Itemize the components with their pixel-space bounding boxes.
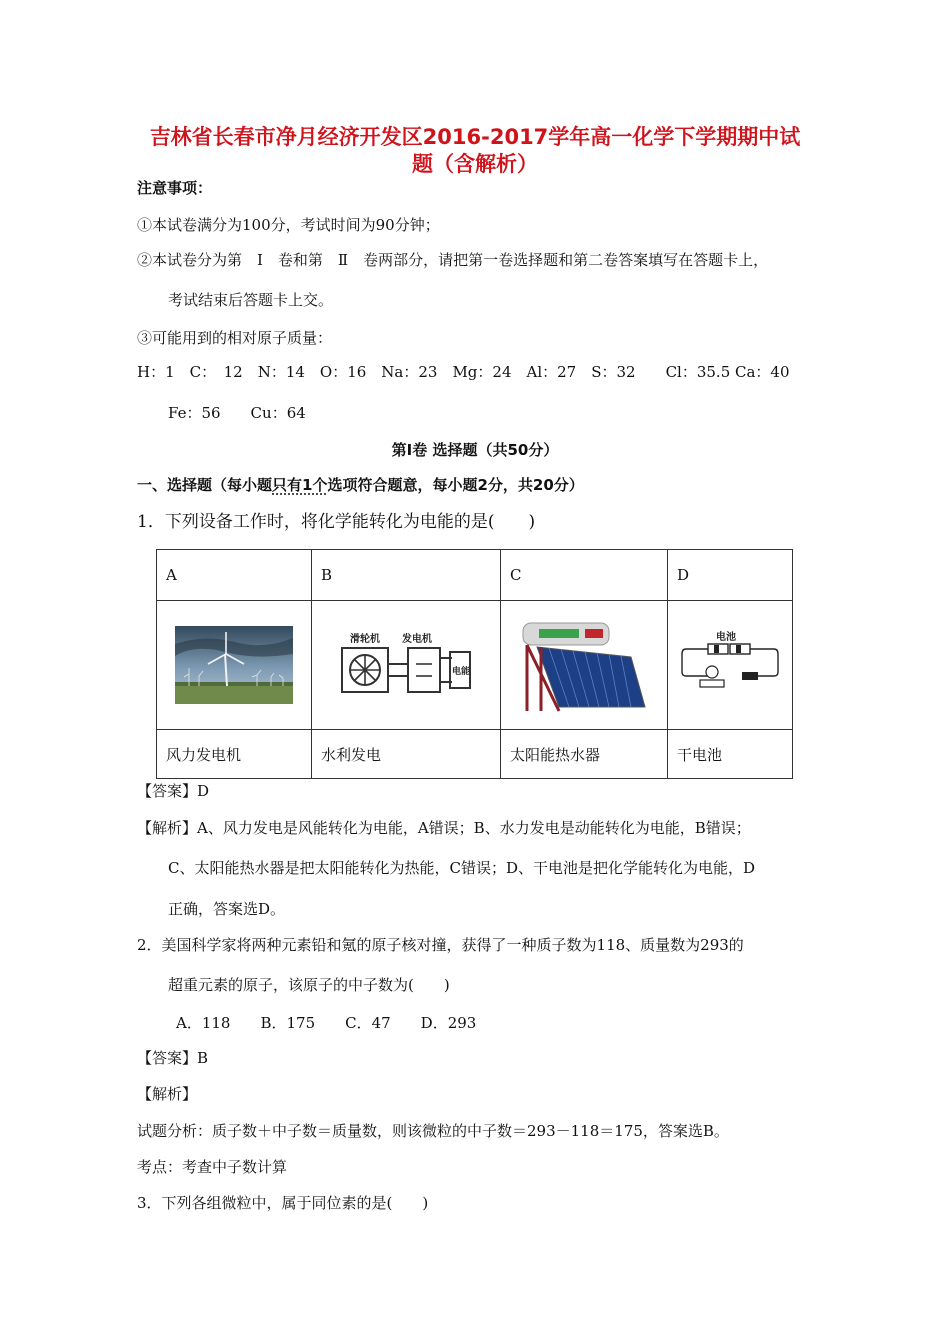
part-heading <box>137 475 584 495</box>
battery-label: 电池 <box>716 632 736 643</box>
question-1-answer: 【答案】D <box>137 782 210 800</box>
option-label-b: 水利发电 <box>312 730 501 779</box>
notice-item-2-cont: 考试结束后答题卡上交。 <box>168 291 334 309</box>
title-line-2: 题（含解析） <box>412 152 538 176</box>
solar-water-heater-image <box>519 617 649 713</box>
question-2-analysis-label: 【解析】 <box>137 1085 198 1103</box>
question-1-analysis-2: C、太阳能热水器是把太阳能转化为热能，C错误；D、干电池是把化学能转化为电能，D <box>168 859 756 877</box>
option-image-d <box>668 601 793 730</box>
electric-energy-label: 电能 <box>452 667 471 677</box>
notice-item-2: ②本试卷分为第 Ⅰ 卷和第 Ⅱ 卷两部分，请把第一卷选择题和第二卷答案填写在答题卡上， <box>137 251 769 269</box>
question-1-stem: 1．下列设备工作时，将化学能转化为电能的是( ) <box>137 512 536 532</box>
option-label-c: 太阳能热水器 <box>501 730 668 779</box>
notice-heading: 注意事项： <box>137 179 213 197</box>
hydro-generator-diagram <box>336 632 476 698</box>
option-label-d: 干电池 <box>668 730 793 779</box>
option-image-b <box>312 601 501 730</box>
option-letter-a: A <box>157 550 312 601</box>
title-line-1: 吉林省长春市净月经济开发区2016-2017学年高一化学下学期期中试 <box>149 125 801 149</box>
notice-item-3: ③可能用到的相对原子质量： <box>137 329 333 347</box>
wind-turbine-image <box>175 626 293 704</box>
pulley-label: 滑轮机 <box>350 634 380 645</box>
option-letter-b: B <box>312 550 501 601</box>
option-letter-c: C <box>501 550 668 601</box>
question-2-analysis: 试题分析：质子数＋中子数＝质量数，则该微粒的中子数＝293－118＝175，答案选B。 <box>137 1122 729 1140</box>
option-image-c <box>501 601 668 730</box>
atomic-masses-1: H：1 C： 12 N：14 O：16 Na：23 Mg：24 Al：27 S：32 Cl：35.5 Ca：40 <box>137 363 790 381</box>
part-heading-post: 选项符合题意，每小题2分，共20分） <box>327 476 584 494</box>
question-2-choices: A．118 B．175 C．47 D．293 <box>176 1014 477 1032</box>
question-1-analysis-3: 正确，答案选D。 <box>168 900 286 918</box>
question-2-point: 考点：考查中子数计算 <box>137 1158 288 1176</box>
option-letter-d: D <box>668 550 793 601</box>
question-3-stem: 3．下列各组微粒中，属于同位素的是( ) <box>137 1194 429 1212</box>
question-2-stem-1: 2．美国科学家将两种元素铅和氪的原子核对撞，获得了一种质子数为118、质量数为293的 <box>137 936 744 954</box>
atomic-masses-2: Fe：56 Cu：64 <box>168 404 306 422</box>
question-1-options-table <box>156 549 793 779</box>
dry-cell-circuit-diagram <box>678 630 782 700</box>
generator-label: 发电机 <box>402 634 432 645</box>
part-heading-pre: 一、选择题（每小题 <box>137 476 273 494</box>
question-2-answer: 【答案】B <box>137 1049 209 1067</box>
option-image-a <box>157 601 312 730</box>
notice-item-1: ①本试卷满分为100分，考试时间为90分钟； <box>137 216 440 234</box>
option-label-a: 风力发电机 <box>157 730 312 779</box>
question-2-stem-2: 超重元素的原子，该原子的中子数为( ) <box>168 976 450 994</box>
part-heading-emphasis: 只有1个 <box>272 476 328 494</box>
section-heading: 第Ⅰ卷 选择题（共50分） <box>391 441 559 459</box>
document-title <box>120 124 830 178</box>
question-1-analysis-1: 【解析】A、风力发电是风能转化为电能，A错误；B、水力发电是动能转化为电能，B错误； <box>137 819 751 837</box>
